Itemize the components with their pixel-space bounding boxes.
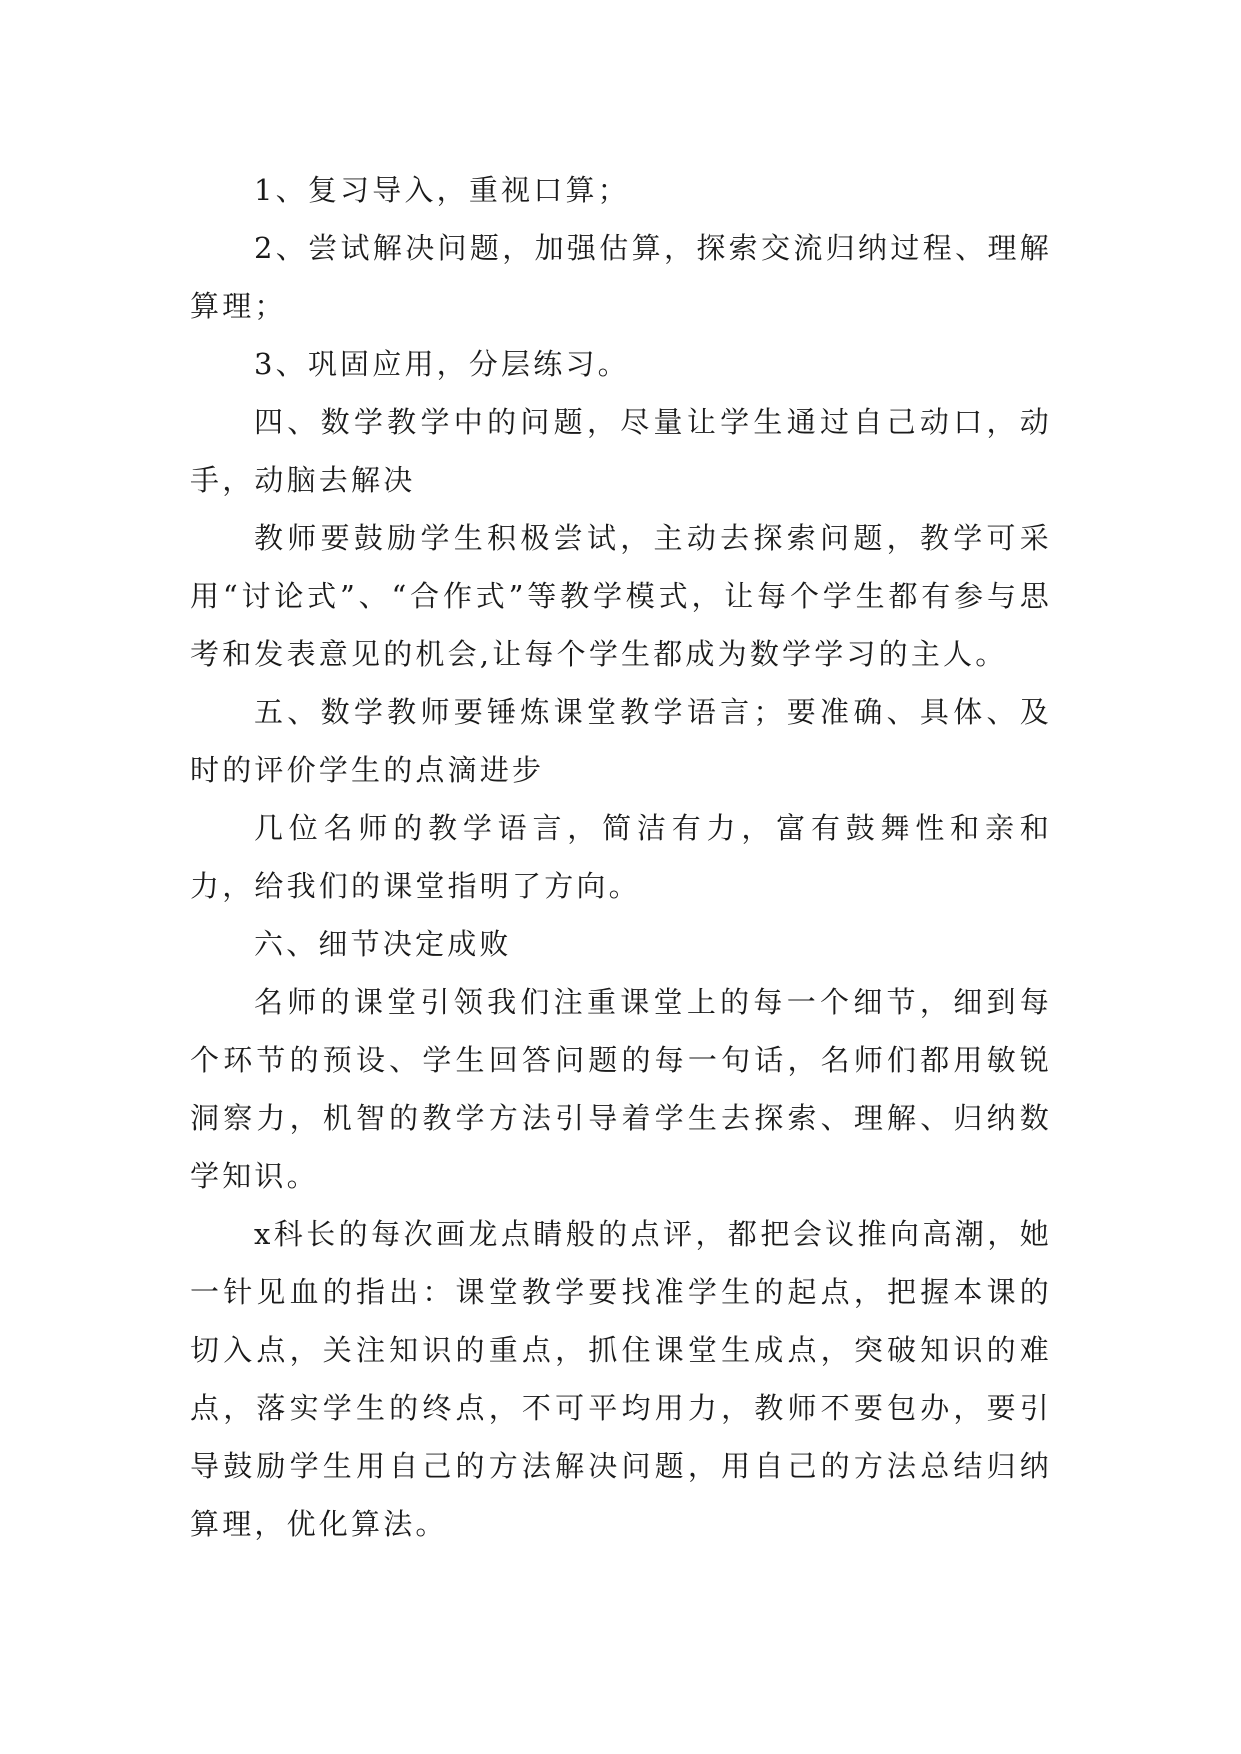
heading-section-six: 六、细节决定成败 [254, 927, 512, 961]
paragraph-consolidate: 3、巩固应用，分层练习。 [254, 347, 630, 381]
heading-section-five: 五、数学教师要锤炼课堂教学语言；要准确、具体、及时的评价学生的点滴进步 [190, 695, 1052, 787]
paragraph-try-solve: 2、尝试解决问题，加强估算，探索交流归纳过程、理解算理； [190, 231, 1052, 323]
document-body [190, 161, 1052, 1553]
paragraph-details: 名师的课堂引领我们注重课堂上的每一个细节，细到每个环节的预设、学生回答问题的每一句话，名师们都用敏锐洞察力，机智的教学方法引导着学生去探索、理解、归纳数学知识。 [190, 985, 1052, 1193]
paragraph-encourage-students: 教师要鼓励学生积极尝试，主动去探索问题，教学可采用“讨论式”、“合作式”等教学模式，让每个学生都有参与思考和发表意见的机会,让每个学生都成为数学学习的主人。 [190, 521, 1052, 671]
paragraph-teaching-language: 几位名师的教学语言，简洁有力，富有鼓舞性和亲和力，给我们的课堂指明了方向。 [190, 811, 1052, 903]
heading-section-four: 四、数学教学中的问题，尽量让学生通过自己动口，动手，动脑去解决 [190, 405, 1052, 497]
paragraph-review-intro: 1、复习导入，重视口算； [254, 173, 630, 207]
paragraph-section-chief-comments: x科长的每次画龙点睛般的点评，都把会议推向高潮，她一针见血的指出：课堂教学要找准学生的起点，把握本课的切入点，关注知识的重点，抓住课堂生成点，突破知识的难点，落实学生的终点，不可平均用力，教师不要包办，要引导鼓励学生用自己的方法解决问题，用自己的方法总结归纳算理，优化算法。 [190, 1217, 1052, 1541]
